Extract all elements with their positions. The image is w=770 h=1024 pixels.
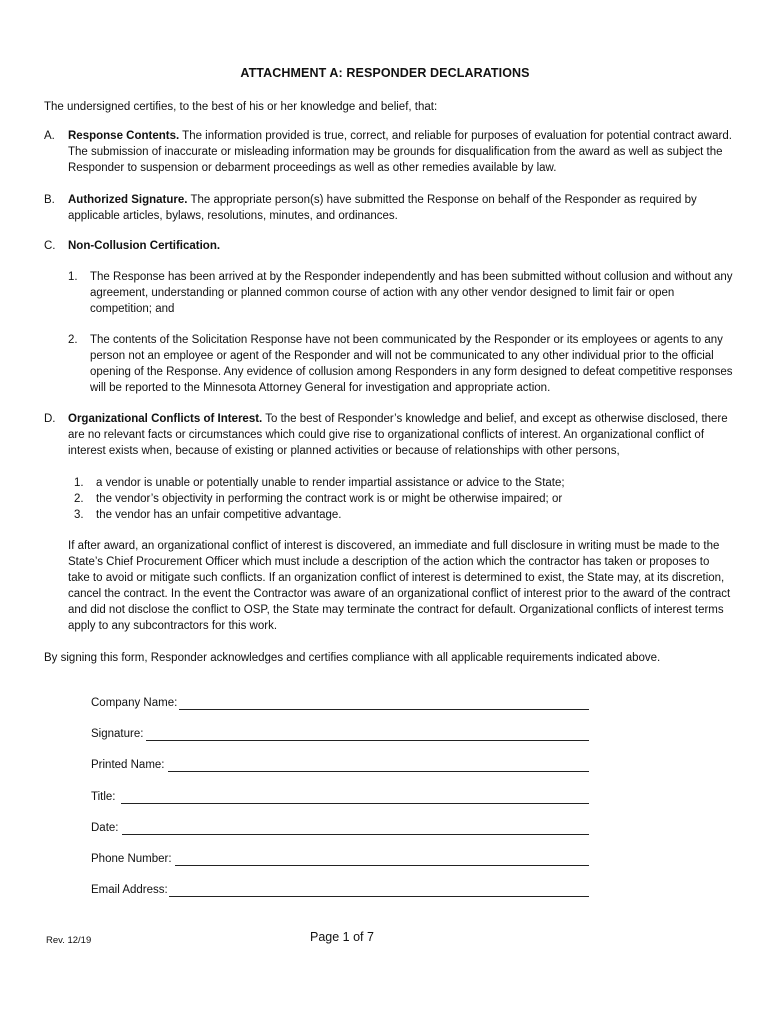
company-name-label: Company Name: (91, 697, 178, 709)
section-a-text: The information provided is true, correct, and reliable for purposes of evaluation for potential contract award. The submission of inaccurate or misleading information may be grounds for disqualification from the award as well as subject the Responder to suspension or debarment proceedings as well as other remedies available by law. (68, 130, 732, 174)
section-d-letter: D. (44, 413, 56, 425)
section-b-letter: B. (44, 194, 55, 206)
company-name-line[interactable] (179, 709, 589, 710)
section-d-item-3-text: the vendor has an unfair competitive advantage. (96, 509, 342, 521)
title-field[interactable] (91, 789, 589, 807)
section-c-heading: Non-Collusion Certification. (68, 240, 221, 252)
email-address-field[interactable] (91, 882, 589, 900)
revision-label: Rev. 12/19 (46, 935, 92, 946)
section-d-item-1 (74, 475, 714, 491)
section-c-item-1-number: 1. (68, 271, 78, 283)
section-a-letter: A. (44, 130, 55, 142)
title-label: Title: (91, 791, 116, 803)
section-d-item-2 (74, 491, 714, 507)
page-title: ATTACHMENT A: RESPONDER DECLARATIONS (240, 66, 530, 80)
section-c (44, 238, 734, 254)
signature-field[interactable] (91, 726, 589, 744)
phone-number-line[interactable] (175, 865, 589, 866)
section-b-text: The appropriate person(s) have submitted the Response on behalf of the Responder as required by applicable articles, bylaws, resolutions, minutes, and ordinances. (68, 194, 697, 222)
date-label: Date: (91, 822, 119, 834)
section-c-letter: C. (44, 240, 56, 252)
section-d-item-3-number: 3. (74, 509, 84, 521)
phone-number-field[interactable] (91, 851, 589, 869)
page-number: Page 1 of 7 (310, 930, 374, 944)
date-line[interactable] (122, 834, 589, 835)
section-d-item-3 (74, 507, 714, 523)
section-c-item-2-number: 2. (68, 334, 78, 346)
section-c-item-2 (68, 332, 734, 396)
section-c-item-1-text: The Response has been arrived at by the Responder independently and has been submitted without collusion and without any agreement, understanding or planned common course of action with any other vendor designed to limit fair or open competition; and (90, 271, 733, 315)
section-d-item-1-number: 1. (74, 477, 84, 489)
section-c-item-1 (68, 269, 734, 317)
closing-statement: By signing this form, Responder acknowledges and certifies compliance with all applicable requirements indicated above. (44, 652, 661, 664)
signature-line[interactable] (146, 740, 589, 741)
section-b (44, 192, 734, 224)
date-field[interactable] (91, 820, 589, 838)
email-address-line[interactable] (169, 896, 589, 897)
company-name-field[interactable] (91, 695, 589, 713)
section-d-text: To the best of Responder’s knowledge and belief, and except as otherwise disclosed, there are no relevant facts or circumstances which could give rise to organizational conflicts of interest. An organizational conflict of interest exists when, because of existing or planned activities or because of relationships with other persons, (68, 413, 728, 457)
section-d-item-2-text: the vendor’s objectivity in performing the contract work is or might be otherwise impaired; or (96, 493, 563, 505)
section-d-item-1-text: a vendor is unable or potentially unable to render impartial assistance or advice to the State; (96, 477, 565, 489)
printed-name-line[interactable] (168, 771, 589, 772)
section-a (44, 128, 734, 176)
section-d-heading: Organizational Conflicts of Interest. (68, 413, 263, 425)
signature-label: Signature: (91, 728, 144, 740)
section-b-heading: Authorized Signature. (68, 194, 188, 206)
email-address-label: Email Address: (91, 884, 168, 896)
printed-name-label: Printed Name: (91, 759, 165, 771)
section-a-heading: Response Contents. (68, 130, 180, 142)
phone-number-label: Phone Number: (91, 853, 172, 865)
intro-text: The undersigned certifies, to the best of his or her knowledge and belief, that: (44, 101, 438, 113)
section-d-item-2-number: 2. (74, 493, 84, 505)
printed-name-field[interactable] (91, 757, 589, 775)
section-d-after-text: If after award, an organizational conflict of interest is discovered, an immediate and full disclosure in writing must be made to the State’s Chief Procurement Officer which must include a description of the action which the contractor has taken or proposes to take to avoid or mitigate such conflicts. If an organization conflict of interest is determined to exist, the State may, at its discretion, cancel the contract. In the event the Contractor was aware of an organizational conflict of interest prior to the award of the contract and did not disclose the conflict to OSP, the State may terminate the contract for default. Organizational conflicts of interest terms apply to any subcontractors for this work. (68, 540, 731, 632)
title-line[interactable] (121, 803, 589, 804)
section-c-item-2-text: The contents of the Solicitation Response have not been communicated by the Responder or its employees or agents to any person not an employee or agent of the Responder and will not be communicated to any other individual prior to the official opening of the Response. Any evidence of collusion among Responders in any form designed to defeat competitive responses will be reported to the Minnesota Attorney General for investigation and appropriate action. (90, 334, 733, 394)
section-d (44, 411, 734, 459)
